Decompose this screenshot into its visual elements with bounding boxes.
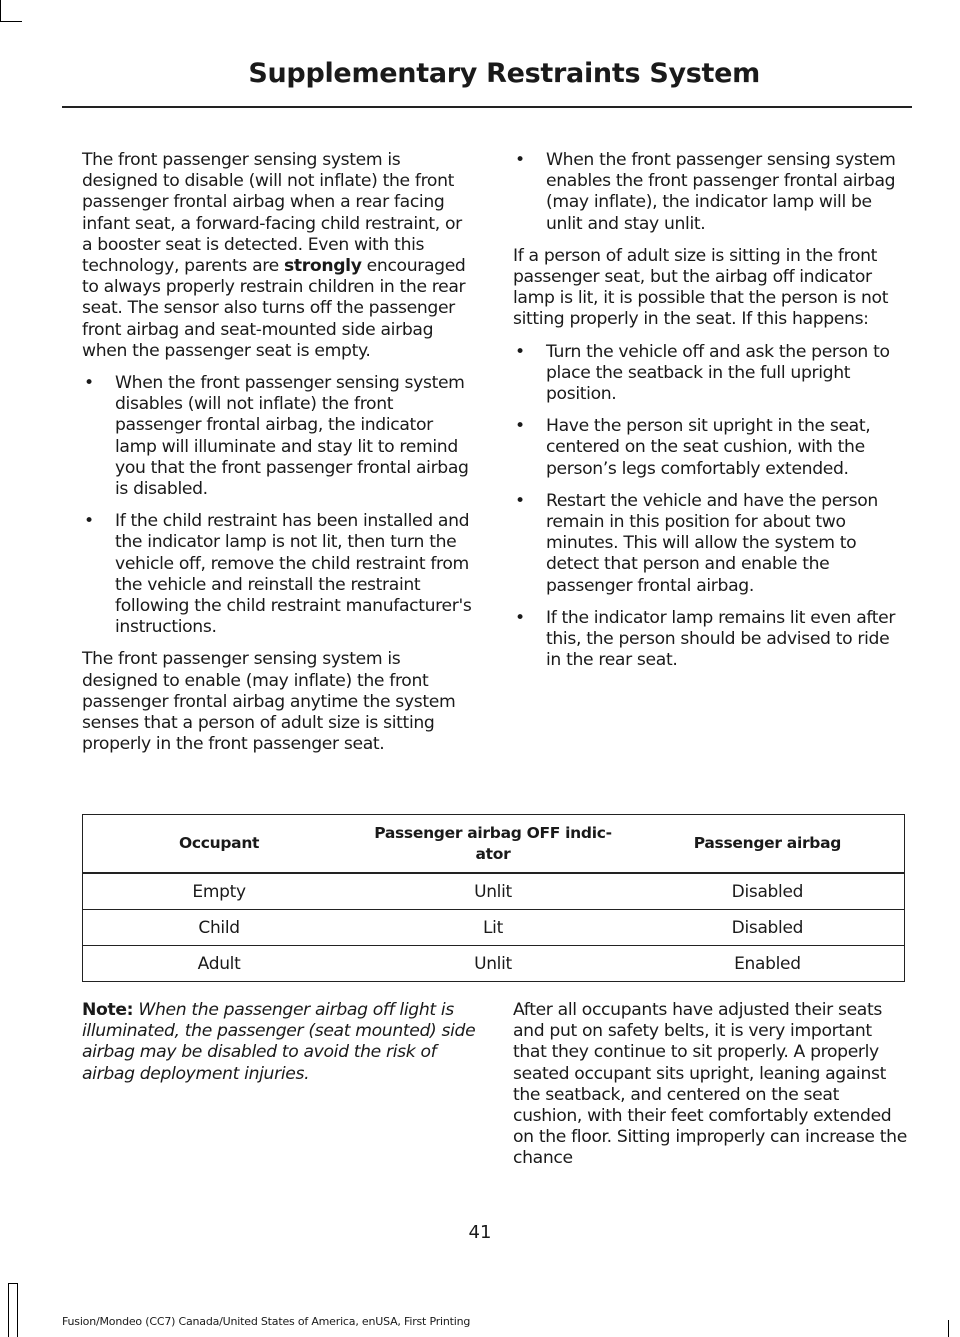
paragraph-text: encouraged to always properly restrain children in the rear seat. The sensor also turns off the passenger front airbag and seat-mounted side airbag when the passenger seat is empty.	[82, 256, 466, 361]
list-item-text: When the front passenger sensing system enables the front passenger frontal airbag (may inflate), the indicator lamp will be unlit and stay unlit.	[546, 150, 896, 234]
cell-airbag: Disabled	[631, 910, 905, 946]
note-text: When the passenger airbag off light is illuminated, the passenger (seat mounted) side airbag may be disabled to avoid the risk of airbag deployment injuries.	[82, 1000, 476, 1084]
bullet-icon: •	[84, 511, 94, 532]
header-text: Passenger airbag OFF indic-	[374, 823, 612, 842]
cell-occupant: Adult	[83, 946, 356, 982]
paragraph-text: The front passenger sensing system is designed to disable (will not inflate) the front passenger frontal airbag when a rear facing infant seat, a forward-facing child restraint, or a booster seat is detected. Even with this technology, parents are	[82, 150, 462, 277]
bullet-list-left	[82, 373, 477, 638]
paragraph-seating-posture: After all occupants have adjusted their seats and put on safety belts, it is very important that they continue to sit properly. A properly seated occupant sits upright, leaning against the seatback, and centered on the seat cushion, with their feet comfortably extended on the floor. Sitting improperly can increase the chance	[513, 1000, 907, 1169]
cell-indicator: Unlit	[355, 946, 631, 982]
list-item-text: Restart the vehicle and have the person remain in this position for about two minutes. This will allow the system to detect that person and enable the passenger frontal airbag.	[546, 490, 878, 596]
page-title: Supplementary Restraints System	[248, 58, 760, 89]
list-item	[513, 491, 908, 597]
table-row	[83, 873, 905, 910]
cell-occupant: Empty	[83, 873, 356, 910]
crop-mark-top-left-h	[0, 21, 22, 22]
list-item	[513, 342, 908, 406]
left-column	[82, 150, 477, 766]
right-bottom-block	[513, 1000, 908, 1181]
header-text: Passenger airbag	[693, 834, 842, 852]
note-paragraph	[82, 1000, 477, 1085]
crop-mark-top-left	[0, 0, 1, 22]
header-text: ator	[475, 844, 511, 863]
cell-airbag: Disabled	[631, 873, 905, 910]
list-item-text: Have the person sit upright in the seat, centered on the seat cushion, with the person’s legs comfortably extended.	[546, 416, 871, 479]
right-column	[513, 150, 908, 682]
bullet-list-right	[513, 342, 908, 672]
emphasis-strongly: strongly	[283, 256, 362, 277]
bullet-list-right-top	[513, 150, 908, 235]
bullet-icon: •	[84, 373, 94, 394]
paragraph-enable-airbag: The front passenger sensing system is designed to enable (may inflate) the front passenger frontal airbag anytime the system senses that a person of adult size is sitting properly in the front passenger seat.	[82, 649, 456, 755]
bullet-icon: •	[515, 490, 525, 511]
paragraph-adult-size: If a person of adult size is sitting in the front passenger seat, but the airbag off indicator lamp is lit, it is possible that the person is not sitting properly in the seat. If this happens:	[513, 245, 889, 330]
header-occupant	[83, 815, 356, 874]
cell-indicator: Unlit	[355, 873, 631, 910]
bullet-icon: •	[515, 341, 525, 362]
crop-mark-bottom-left-h	[8, 1283, 18, 1284]
note-block	[82, 1000, 477, 1096]
list-item-text: If the child restraint has been installed and the indicator lamp is not lit, then turn the vehicle off, remove the child restraint from the vehicle and reinstall the restraint following the child restraint manufacturer's instructions.	[115, 511, 472, 638]
list-item	[82, 511, 477, 638]
table-row	[83, 910, 905, 946]
note-label: Note:	[82, 1000, 134, 1020]
header-divider	[62, 106, 912, 108]
bullet-icon: •	[515, 607, 525, 628]
bullet-icon: •	[515, 150, 525, 170]
list-item	[513, 416, 908, 480]
table-header-row	[83, 815, 905, 874]
crop-mark-bottom-left	[8, 1283, 9, 1337]
list-item-text: If the indicator lamp remains lit even after this, the person should be advised to ride in the rear seat.	[546, 607, 896, 671]
page-number: 41	[468, 1222, 492, 1243]
header-passenger-airbag	[631, 815, 905, 874]
cell-airbag: Enabled	[631, 946, 905, 982]
cell-indicator: Lit	[355, 910, 631, 946]
crop-mark-bottom-right	[948, 1320, 949, 1337]
table-row	[83, 946, 905, 982]
list-item-text: When the front passenger sensing system disables (will not inflate) the front passenger frontal airbag, the indicator lamp will illuminate and stay lit to remind you that the front passenger frontal airbag is disabled.	[115, 373, 469, 500]
header-text: Occupant	[178, 834, 260, 852]
list-item	[513, 150, 908, 235]
cell-occupant: Child	[83, 910, 356, 946]
list-item-text: Turn the vehicle off and ask the person to place the seatback in the full upright position.	[546, 341, 890, 405]
list-item	[513, 608, 908, 672]
list-item	[82, 373, 477, 500]
paragraph-sensing-system	[82, 150, 477, 362]
header-off-indicator	[355, 815, 631, 874]
footer-publication-info: Fusion/Mondeo (CC7) Canada/United States of America, enUSA, First Printing	[62, 1315, 471, 1328]
bullet-icon: •	[515, 416, 525, 437]
crop-mark-bottom-left-v	[17, 1283, 18, 1337]
airbag-status-table	[82, 814, 905, 982]
